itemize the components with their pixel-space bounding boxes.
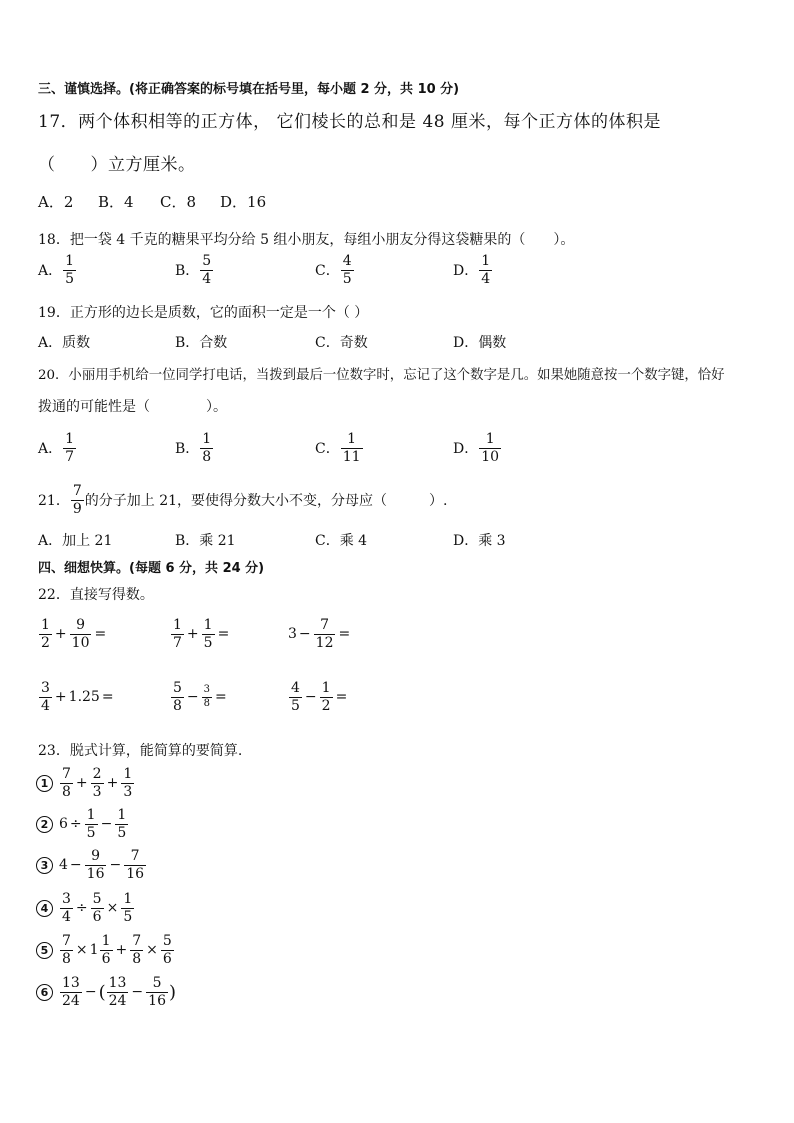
option-label: A． xyxy=(38,441,63,458)
denominator: 4 xyxy=(481,270,491,287)
option-label: B． xyxy=(175,441,200,458)
denominator: 11 xyxy=(342,448,361,465)
numerator: 9 xyxy=(76,617,86,633)
operator: ÷ xyxy=(75,900,88,917)
q18-option-c xyxy=(315,254,355,286)
circled-number-marker: 4 xyxy=(36,900,53,917)
fraction xyxy=(479,254,492,286)
q22-item-6 xyxy=(288,681,349,713)
denominator: 2 xyxy=(321,697,331,714)
denominator: 4 xyxy=(202,270,212,287)
numerator: 5 xyxy=(152,975,162,991)
numerator: 7 xyxy=(130,848,140,864)
numerator: 1 xyxy=(101,933,111,949)
circled-number-marker: 1 xyxy=(36,775,53,792)
option-label: B． xyxy=(175,263,200,280)
q23-expression-2 xyxy=(36,808,129,840)
fraction xyxy=(161,934,174,966)
equals-sign: = xyxy=(338,626,351,643)
q17-option-b: B．4 xyxy=(98,193,134,211)
fraction xyxy=(289,681,302,713)
fraction xyxy=(124,849,146,881)
numerator: 5 xyxy=(202,253,212,269)
operator: × xyxy=(75,942,88,959)
numerator: 5 xyxy=(162,933,172,949)
denominator: 16 xyxy=(148,992,166,1009)
q22-item-1 xyxy=(38,618,108,650)
fraction xyxy=(121,892,134,924)
fraction xyxy=(60,934,73,966)
numerator: 13 xyxy=(62,975,80,991)
numerator: 1 xyxy=(86,807,96,823)
operator: − xyxy=(186,689,199,706)
q23-expression-6 xyxy=(36,976,176,1008)
q20-option-b xyxy=(175,432,214,464)
numerator: 1 xyxy=(65,253,75,269)
denominator: 8 xyxy=(62,783,71,800)
numerator: 1 xyxy=(347,431,357,447)
numerator: 4 xyxy=(291,680,300,696)
denominator: 10 xyxy=(481,448,500,465)
fraction xyxy=(71,484,84,516)
circled-number-marker: 2 xyxy=(36,816,53,833)
numerator: 3 xyxy=(203,684,211,696)
q19-text: 19．正方形的边长是质数，它的面积一定是一个（ ） xyxy=(38,305,369,321)
decimal-number: 1.25 xyxy=(68,689,100,706)
fraction xyxy=(146,976,168,1008)
fraction xyxy=(202,618,215,650)
fraction xyxy=(39,618,52,650)
denominator: 8 xyxy=(203,697,211,709)
fraction xyxy=(63,432,76,464)
mixed-whole: 1 xyxy=(89,942,99,959)
q18-text: 18．把一袋 4 千克的糖果平均分给 5 组小朋友，每组小朋友分得这袋糖果的（ ）。 xyxy=(38,232,575,248)
equals-sign: = xyxy=(101,689,114,706)
numerator: 1 xyxy=(117,807,127,823)
fraction xyxy=(171,681,184,713)
q23-expression-5 xyxy=(36,934,175,966)
operator: − xyxy=(131,984,144,1001)
numerator: 5 xyxy=(173,680,182,696)
numerator: 13 xyxy=(108,975,127,991)
operator: − xyxy=(69,857,82,874)
q22-item-4 xyxy=(38,681,116,713)
q21-suffix: 的分子加上 21，要使得分数大小不变，分母应（ ）. xyxy=(84,493,448,510)
numerator: 7 xyxy=(72,483,82,499)
fraction xyxy=(341,432,363,464)
fraction xyxy=(130,934,143,966)
q22-item-2 xyxy=(170,618,231,650)
q20-text-line1: 20．小丽用手机给一位同学打电话，当拨到最后一位数字时，忘记了这个数字是几。如果她随意按一个数字键，恰好 xyxy=(38,368,725,383)
right-parenthesis: ) xyxy=(168,981,177,1003)
operator: − xyxy=(298,626,311,643)
denominator: 5 xyxy=(123,908,133,925)
numerator: 1 xyxy=(41,617,50,633)
q17-text-line1: 17．两个体积相等的正方体， 它们棱长的总和是 48 厘米，每个正方体的体积是 xyxy=(38,112,661,132)
option-label: D． xyxy=(453,441,479,458)
fraction xyxy=(60,767,73,799)
numerator: 1 xyxy=(202,431,212,447)
fraction xyxy=(60,976,82,1008)
fraction xyxy=(107,976,129,1008)
numerator: 7 xyxy=(62,766,71,782)
q21-option-c: C．乘 4 xyxy=(315,533,368,549)
equals-sign: = xyxy=(335,689,348,706)
denominator: 10 xyxy=(71,634,90,651)
q21-prefix: 21． xyxy=(38,493,70,510)
q19-option-d: D．偶数 xyxy=(453,335,507,351)
fraction xyxy=(63,254,76,286)
operator: + xyxy=(54,689,67,706)
denominator: 8 xyxy=(173,697,182,714)
denominator: 24 xyxy=(62,992,80,1009)
operator: − xyxy=(109,857,122,874)
denominator: 9 xyxy=(72,500,82,517)
section3-title: 三、谨慎选择。(将正确答案的标号填在括号里，每小题 2 分，共 10 分) xyxy=(38,82,460,97)
fraction xyxy=(314,618,336,650)
q17-option-c: C．8 xyxy=(160,193,197,211)
denominator: 8 xyxy=(132,950,142,967)
option-label: A． xyxy=(38,263,63,280)
option-label: C． xyxy=(315,263,340,280)
q19-option-c: C．奇数 xyxy=(315,335,368,351)
denominator: 16 xyxy=(86,865,105,882)
numerator: 1 xyxy=(173,617,182,633)
denominator: 3 xyxy=(123,783,133,800)
operator: + xyxy=(75,775,88,792)
denominator: 6 xyxy=(92,908,102,925)
q22-item-3 xyxy=(288,618,352,650)
q17-option-d: D．16 xyxy=(220,193,267,211)
fraction xyxy=(200,254,213,286)
option-label: D． xyxy=(453,263,479,280)
numerator: 3 xyxy=(41,680,50,696)
q21-option-d: D．乘 3 xyxy=(453,533,506,549)
q23-expression-3 xyxy=(36,849,147,881)
fraction xyxy=(171,618,184,650)
denominator: 12 xyxy=(315,634,334,651)
numerator: 9 xyxy=(91,848,101,864)
q18-option-d xyxy=(453,254,493,286)
denominator: 24 xyxy=(108,992,127,1009)
q22-text: 22．直接写得数。 xyxy=(38,587,154,603)
numerator: 1 xyxy=(485,431,495,447)
fraction xyxy=(202,685,212,709)
left-parenthesis: ( xyxy=(98,981,106,1003)
q17-text-line2: （ ）立方厘米。 xyxy=(38,155,196,175)
operator: + xyxy=(54,626,67,643)
denominator: 5 xyxy=(86,824,96,841)
numerator: 7 xyxy=(62,933,71,949)
denominator: 5 xyxy=(203,634,213,651)
q20-option-d xyxy=(453,432,502,464)
numerator: 7 xyxy=(132,933,142,949)
q19-option-a: A．质数 xyxy=(38,335,91,351)
fraction xyxy=(91,892,104,924)
q20-option-a xyxy=(38,432,77,464)
denominator: 5 xyxy=(342,270,352,287)
q21-text xyxy=(38,484,447,516)
fraction xyxy=(479,432,501,464)
equals-sign: = xyxy=(215,689,227,706)
denominator: 8 xyxy=(62,950,71,967)
numerator: 3 xyxy=(62,891,71,907)
numerator: 1 xyxy=(123,766,133,782)
denominator: 6 xyxy=(162,950,172,967)
denominator: 7 xyxy=(65,448,75,465)
fraction xyxy=(60,892,73,924)
q19-option-b: B．合数 xyxy=(175,335,228,351)
fraction xyxy=(85,849,107,881)
q20-option-c xyxy=(315,432,364,464)
numerator: 5 xyxy=(92,891,102,907)
fraction xyxy=(121,767,134,799)
equals-sign: = xyxy=(217,626,230,643)
fraction xyxy=(115,808,128,840)
circled-number-marker: 5 xyxy=(36,942,53,959)
option-label: C． xyxy=(315,441,340,458)
circled-number-marker: 3 xyxy=(36,857,53,874)
operator: × xyxy=(146,942,158,959)
denominator: 5 xyxy=(291,697,300,714)
denominator: 8 xyxy=(202,448,212,465)
operator: + xyxy=(186,626,199,643)
fraction xyxy=(39,681,52,713)
operator: − xyxy=(84,984,97,1001)
fraction xyxy=(341,254,354,286)
fraction xyxy=(91,767,104,799)
q20-text-line2: 拨通的可能性是（ ）。 xyxy=(38,399,227,415)
operator: ÷ xyxy=(69,816,82,833)
denominator: 7 xyxy=(173,634,182,651)
circled-number-marker: 6 xyxy=(36,984,53,1001)
numerator: 2 xyxy=(92,766,102,782)
denominator: 3 xyxy=(92,783,102,800)
denominator: 6 xyxy=(101,950,111,967)
numerator: 1 xyxy=(123,891,133,907)
operator: − xyxy=(304,689,317,706)
numerator: 4 xyxy=(342,253,352,269)
q18-option-a xyxy=(38,254,77,286)
operator: + xyxy=(115,942,128,959)
equals-sign: = xyxy=(94,626,107,643)
q18-option-b xyxy=(175,254,214,286)
numerator: 1 xyxy=(203,617,213,633)
denominator: 4 xyxy=(62,908,71,925)
fraction xyxy=(85,808,98,840)
denominator: 5 xyxy=(117,824,127,841)
q23-expression-1 xyxy=(36,767,135,799)
fraction xyxy=(320,681,333,713)
q22-item-5 xyxy=(170,681,229,713)
fraction xyxy=(70,618,92,650)
q23-text: 23．脱式计算，能简算的要简算. xyxy=(38,743,243,759)
section4-title: 四、细想快算。(每题 6 分，共 24 分) xyxy=(38,561,265,576)
q21-option-b: B．乘 21 xyxy=(175,533,236,549)
operator: × xyxy=(106,900,119,917)
fraction xyxy=(200,432,213,464)
operator: − xyxy=(100,816,113,833)
operator: + xyxy=(106,775,119,792)
numerator: 1 xyxy=(65,431,75,447)
whole-number: 4 xyxy=(59,857,68,874)
denominator: 2 xyxy=(41,634,50,651)
numerator: 7 xyxy=(320,617,330,633)
numerator: 1 xyxy=(481,253,491,269)
q23-expression-4 xyxy=(36,892,135,924)
fraction xyxy=(100,934,113,966)
whole-number: 6 xyxy=(59,816,68,833)
whole-number: 3 xyxy=(288,626,297,643)
denominator: 16 xyxy=(126,865,145,882)
denominator: 5 xyxy=(65,270,75,287)
q21-option-a: A．加上 21 xyxy=(38,533,113,549)
q17-option-a: A．2 xyxy=(38,193,74,211)
denominator: 4 xyxy=(41,697,50,714)
numerator: 1 xyxy=(321,680,331,696)
